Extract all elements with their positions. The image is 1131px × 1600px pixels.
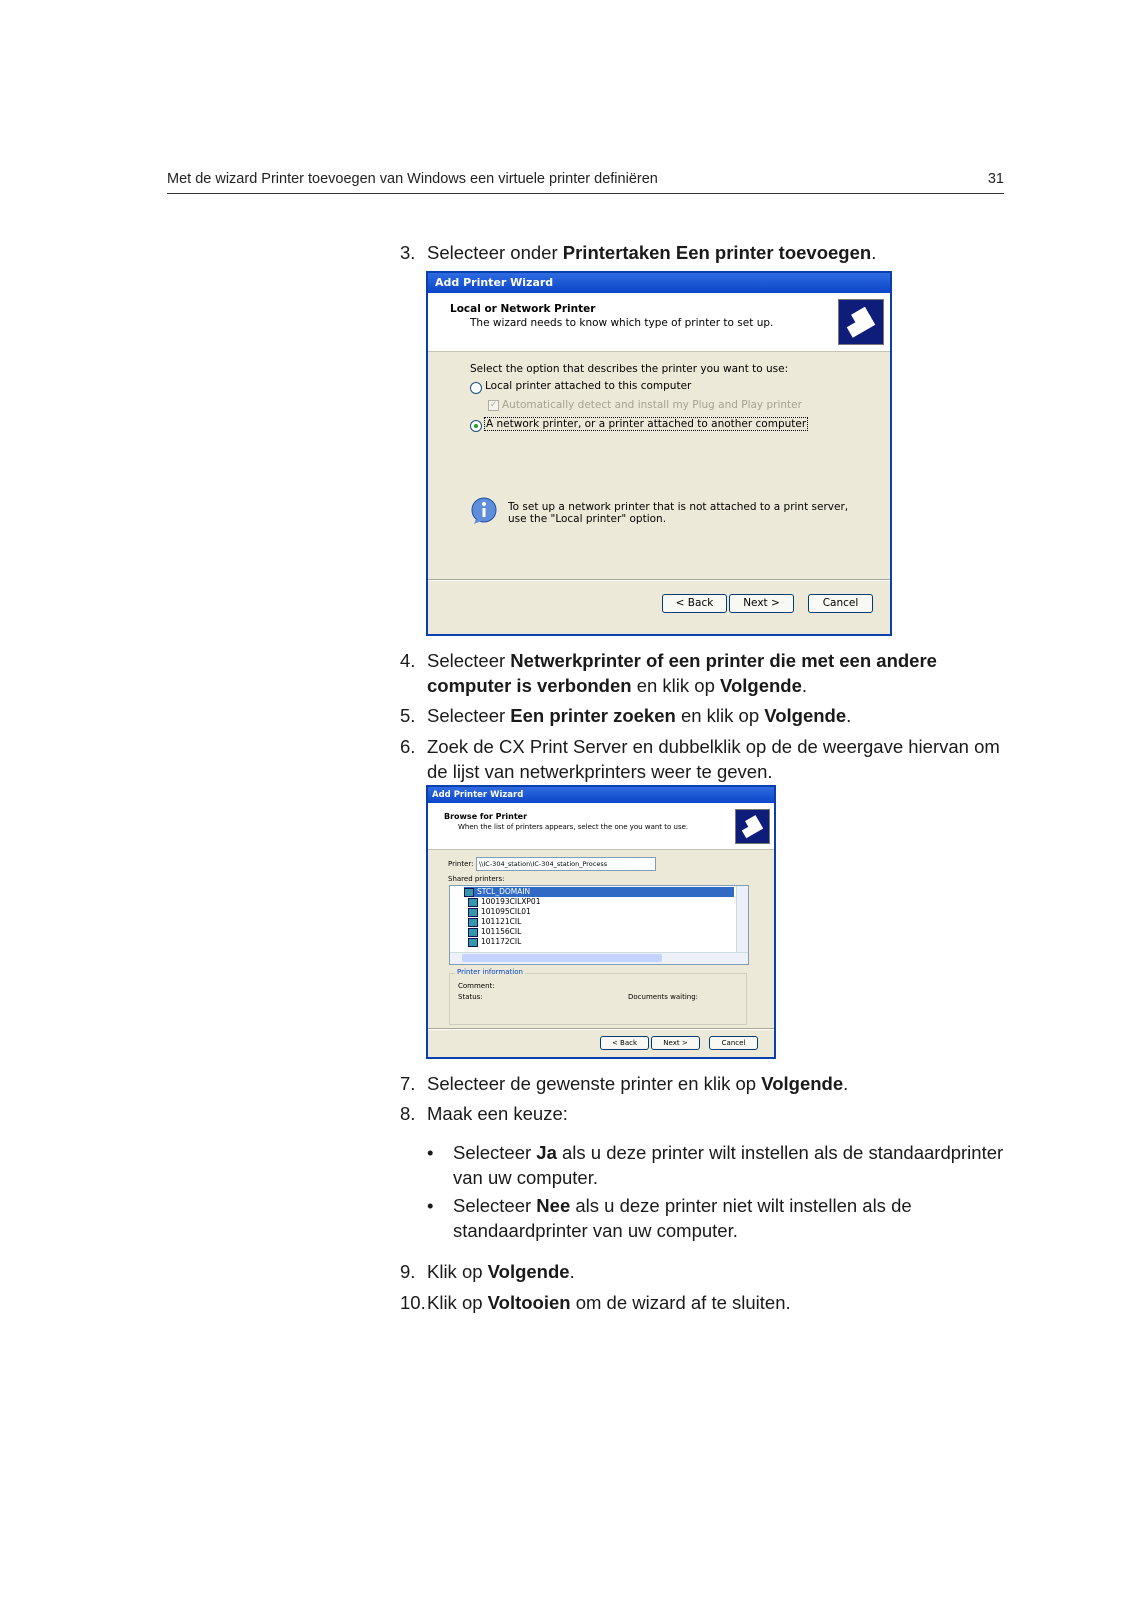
bullet-text-pre: Selecteer	[453, 1195, 537, 1216]
step-text	[427, 1290, 1010, 1315]
list-item-label: STCL_DOMAIN	[477, 887, 531, 896]
bullet-text-post: als u deze printer niet wilt instellen als de standaardprinter van uw computer.	[453, 1195, 912, 1241]
step-text-bold: Printertaken Een printer toevoegen	[562, 242, 872, 263]
printer-icon	[468, 938, 478, 947]
printer-icon	[468, 928, 478, 937]
printer-label: Printer:	[448, 860, 474, 868]
step-number: 4.	[400, 650, 416, 671]
step-text	[427, 1071, 1010, 1096]
step-number: 3.	[400, 242, 416, 263]
dialog-titlebar: Add Printer Wizard	[428, 273, 890, 293]
back-button[interactable]: < Back	[662, 594, 727, 613]
step-text-post: om de wizard af te sluiten.	[570, 1292, 791, 1313]
list-item-label: 100193CILXP01	[481, 897, 541, 906]
running-header	[167, 171, 1004, 194]
step-number: 5.	[400, 705, 416, 726]
step-text-mid: en klik op	[675, 705, 765, 726]
info-icon	[470, 497, 498, 525]
step-text-bold: Netwerkprinter of een printer die met een andere computer is verbonden	[427, 650, 937, 696]
step-text-bold: Volgende	[487, 1261, 570, 1282]
step-text-pre: Klik op	[427, 1292, 488, 1313]
status-label: Status:	[458, 993, 483, 1001]
next-button[interactable]: Next >	[729, 594, 794, 613]
step-text-bold-2: Volgende	[764, 705, 847, 726]
radio-network-printer[interactable]	[470, 420, 482, 432]
step-text	[427, 648, 1010, 698]
step-text-pre: Klik op	[427, 1261, 488, 1282]
list-item[interactable]	[468, 897, 734, 907]
list-item[interactable]	[468, 927, 734, 937]
add-printer-wizard-dialog-2	[426, 785, 776, 1059]
bullet-dot: •	[427, 1195, 434, 1216]
list-item[interactable]	[468, 937, 734, 947]
label-auto-detect: Automatically detect and install my Plug and Play printer	[502, 399, 802, 411]
bullet-text-bold: Nee	[536, 1195, 571, 1216]
bullet-text-post: als u deze printer wilt instellen als de standaardprinter van uw computer.	[453, 1142, 1004, 1188]
list-item-label: 101095CIL01	[481, 907, 531, 916]
step-number: 6.	[400, 736, 416, 757]
bullet-text	[453, 1140, 1010, 1190]
info-line-2: use the "Local printer" option.	[508, 513, 667, 525]
step-text: Zoek de CX Print Server en dubbelklik op de de weergave hiervan om de lijst van netwerkprinters weer te geven.	[427, 736, 1000, 782]
printer-information-legend: Printer information	[457, 968, 523, 976]
step-text-bold-2: Volgende	[720, 675, 802, 696]
dialog-header	[428, 293, 890, 352]
bullet-dot: •	[427, 1142, 434, 1163]
step-text-post: .	[846, 705, 852, 726]
step-4	[400, 648, 1010, 698]
list-item[interactable]	[468, 907, 734, 917]
printer-input[interactable]: \\IC-304_station\IC-304_station_Process	[476, 857, 656, 871]
step-text-bold: Een printer zoeken	[510, 705, 676, 726]
bullet-text-bold: Ja	[536, 1142, 557, 1163]
step-number: 7.	[400, 1073, 416, 1094]
network-icon	[464, 888, 474, 897]
bullet-text	[453, 1193, 1010, 1243]
scrollbar-thumb[interactable]	[462, 954, 662, 962]
printer-icon	[468, 898, 478, 907]
dialog-titlebar: Add Printer Wizard	[428, 787, 774, 803]
list-item[interactable]	[464, 887, 734, 897]
documents-waiting-label: Documents waiting:	[628, 993, 699, 1001]
dialog-heading: Local or Network Printer	[450, 303, 596, 315]
step-text-post: .	[871, 242, 877, 263]
shared-printers-list[interactable]	[449, 885, 749, 965]
dialog-subheading: When the list of printers appears, select the one you want to use.	[458, 823, 689, 831]
step-number: 10.	[400, 1292, 426, 1313]
checkbox-auto-detect[interactable]: ✓	[489, 400, 498, 410]
step-text	[427, 703, 1010, 728]
step-text-post: .	[801, 675, 808, 696]
printer-icon	[468, 918, 478, 927]
step-text: Maak een keuze:	[427, 1103, 568, 1124]
step-text-bold: Voltooien	[487, 1292, 571, 1313]
step-text-pre: Selecteer onder	[427, 242, 563, 263]
list-item[interactable]	[468, 917, 734, 927]
step-text-post: .	[569, 1261, 575, 1282]
dialog-subheading: The wizard needs to know which type of printer to set up.	[470, 317, 774, 329]
label-network-printer: A network printer, or a printer attached to another computer	[486, 418, 807, 430]
step-text-bold: Volgende	[761, 1073, 844, 1094]
step-text-pre: Selecteer	[427, 650, 511, 671]
printer-information-group	[449, 973, 747, 1025]
comment-label: Comment:	[458, 982, 495, 990]
cancel-button[interactable]: Cancel	[808, 594, 873, 613]
header-title: Met de wizard Printer toevoegen van Windows een virtuele printer definiëren	[167, 171, 658, 187]
step-text-pre: Selecteer de gewenste printer en klik op	[427, 1073, 762, 1094]
horizontal-scrollbar[interactable]	[450, 952, 748, 964]
footer-separator	[428, 1028, 774, 1030]
list-item-label: 101172CIL	[481, 937, 522, 946]
radio-local-printer[interactable]	[470, 382, 482, 394]
step-text-mid: en klik op	[631, 675, 721, 696]
add-printer-wizard-dialog-1	[426, 271, 892, 636]
info-line-1: To set up a network printer that is not attached to a print server,	[508, 501, 849, 513]
bullet-text-pre: Selecteer	[453, 1142, 537, 1163]
shared-printers-label: Shared printers:	[448, 875, 505, 883]
cancel-button[interactable]: Cancel	[709, 1036, 758, 1050]
back-button[interactable]: < Back	[600, 1036, 649, 1050]
step-text-pre: Selecteer	[427, 705, 511, 726]
step-text	[427, 240, 1010, 265]
step-number: 8.	[400, 1103, 416, 1124]
next-button[interactable]: Next >	[651, 1036, 700, 1050]
list-item-label: 101156CIL	[481, 927, 522, 936]
page-number: 31	[987, 171, 1004, 187]
step-number: 9.	[400, 1261, 416, 1282]
footer-separator	[428, 579, 890, 581]
printer-logo-icon	[735, 809, 770, 844]
vertical-scrollbar[interactable]	[736, 886, 748, 952]
list-item-label: 101121CIL	[481, 917, 522, 926]
step-text	[427, 1259, 1010, 1284]
dialog-header	[428, 803, 774, 850]
option-prompt: Select the option that describes the printer you want to use:	[470, 363, 789, 375]
dialog-heading: Browse for Printer	[444, 812, 528, 821]
printer-icon	[468, 908, 478, 917]
label-local-printer: Local printer attached to this computer	[485, 380, 692, 392]
printer-logo-icon	[838, 299, 884, 345]
step-text-post: .	[843, 1073, 849, 1094]
